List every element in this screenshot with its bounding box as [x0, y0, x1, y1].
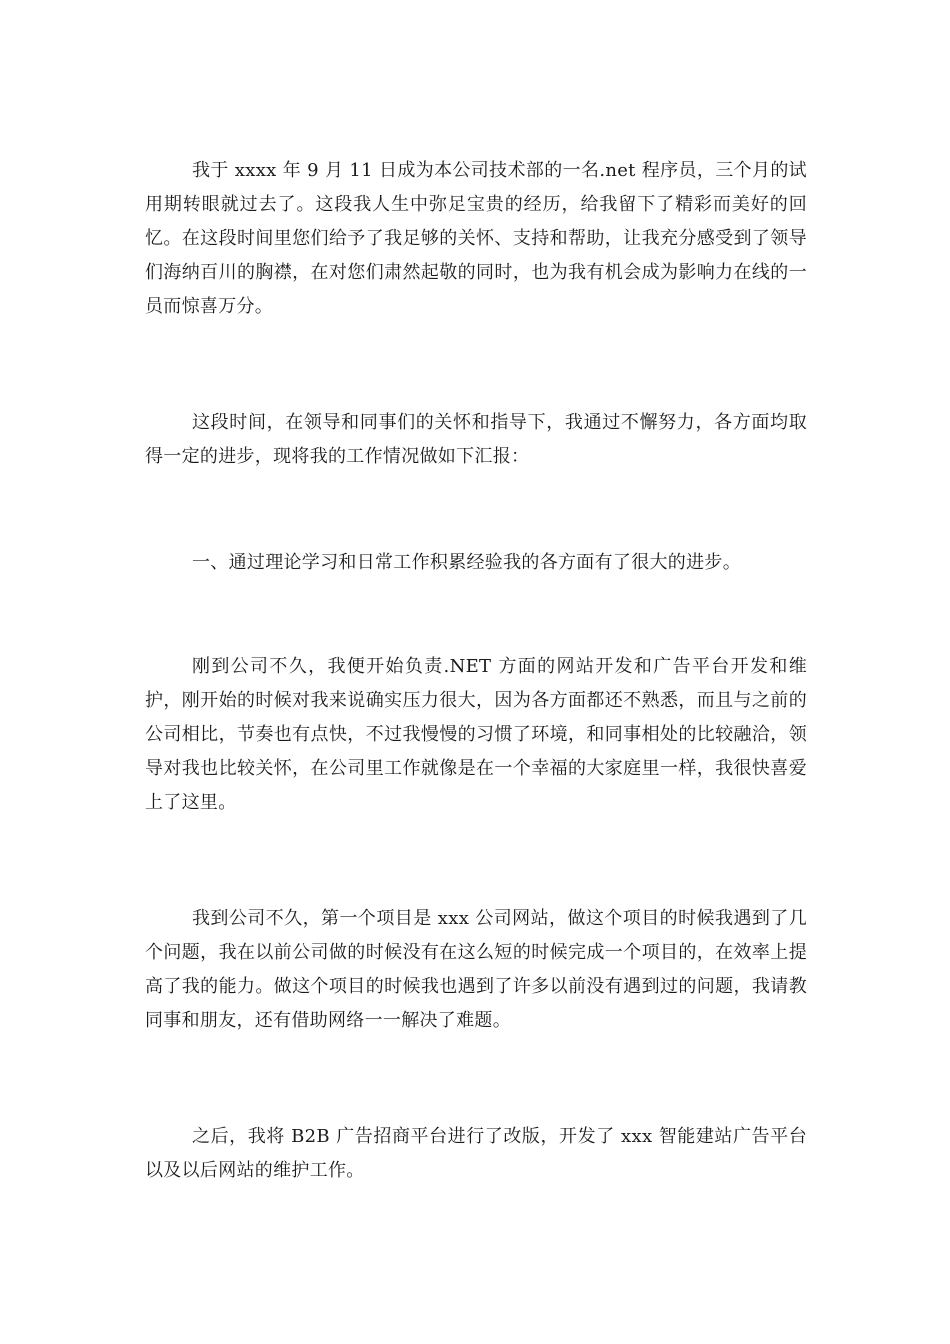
paragraph-first-project: 我到公司不久，第一个项目是 xxx 公司网站，做这个项目的时候我遇到了几个问题，我在以前公司做的时候没有在这么短的时候完成一个项目的，在效率上提高了我的能力。做这个项目的时候我也遇到了许多以前没有遇到过的问题，我请教同事和朋友，还有借助网络一一解决了难题。 [145, 908, 807, 1031]
paragraph-intro: 我于 xxxx 年 9 月 11 日成为本公司技术部的一名.net 程序员，三个月的试用期转眼就过去了。这段我人生中弥足宝贵的经历，给我留下了精彩而美好的回忆。在这段时间里您们给予了我足够的关怀、支持和帮助，让我充分感受到了领导们海纳百川的胸襟，在对您们肃然起敬的同时，也为我有机会成为影响力在线的一员而惊喜万分。 [145, 160, 807, 317]
section-heading-1: 一、通过理论学习和日常工作积累经验我的各方面有了很大的进步。 [192, 552, 741, 573]
paragraph-arrival: 刚到公司不久，我便开始负责.NET 方面的网站开发和广告平台开发和维护，刚开始的时候对我来说确实压力很大，因为各方面都还不熟悉，而且与之前的公司相比，节奏也有点快，不过我慢慢的习惯了环境，和同事相处的比较融洽，领导对我也比较关怀，在公司里工作就像是在一个幸福的大家庭里一样，我很快喜爱上了这里。 [145, 656, 807, 813]
paragraph-overview: 这段时间，在领导和同事们的关怀和指导下，我通过不懈努力，各方面均取得一定的进步，现将我的工作情况做如下汇报： [145, 412, 807, 467]
paragraph-b2b-platform: 之后，我将 B2B 广告招商平台进行了改版，开发了 xxx 智能建站广告平台以及以后网站的维护工作。 [145, 1126, 807, 1181]
